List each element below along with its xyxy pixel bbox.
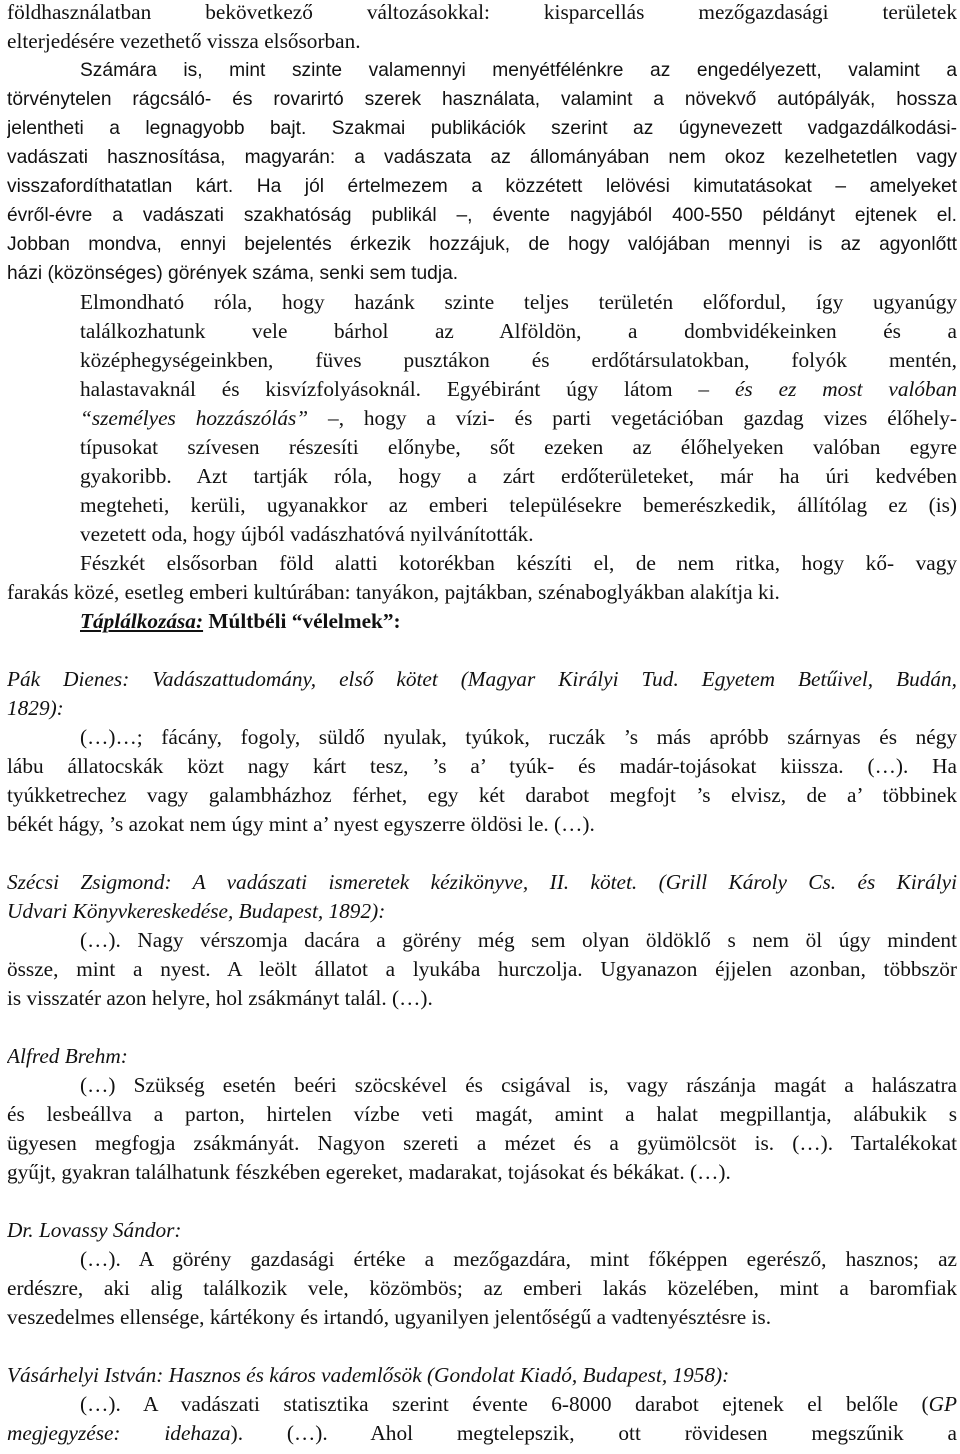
text-line: Fészkét elsősorban föld alatti kotorékban készíti el, de nem ritka, hogy kő- vagy bbox=[80, 551, 957, 575]
source-citation: Szécsi Zsigmond: A vadászati ismeretek kézikönyve, II. kötet. (Grill Károly Cs. és Királyi bbox=[7, 870, 957, 894]
quote-line bbox=[7, 1419, 957, 1448]
text-run: –, hogy a vízi- és parti vegetációban gazdag vizes élőhely- bbox=[308, 406, 957, 430]
quote-line: lábu állatocskák közt nagy kárt tesz, ’s a’ tyúk- és madár-tojásokat kiissza. (…). Ha bbox=[7, 754, 957, 778]
text-line: házi (közönséges) görények száma, senki sem tudja. bbox=[7, 263, 459, 284]
source-citation: Vásárhelyi István: Hasznos és káros vademlősök (Gondolat Kiadó, Budapest, 1958): bbox=[7, 1363, 730, 1387]
text-line bbox=[7, 172, 957, 201]
text-line: vezetett oda, hogy újból vadászhatóvá nyilvánították. bbox=[80, 522, 534, 546]
text-run: visszafordíthatatlan kárt. bbox=[7, 176, 234, 197]
quote-line: ügyesen megfogja zsákmányát. Nagyon szereti a mézet és a gyümölcsöt is. (…). Tartalékokat bbox=[7, 1131, 957, 1155]
text-run: Ha jól értelmezem a közzétett lelövési kimutatásokat – amelyeket bbox=[233, 176, 957, 197]
quote-line: össze, mint a nyest. A leölt állatot a lyukába hurczolja. Ugyanazon éjjelen azonban, többször bbox=[7, 957, 957, 981]
text-run: GP bbox=[928, 1392, 957, 1416]
quote-line: békét hágy, ’s azokat nem úgy mint a’ nyest egyszerre öldösi le. (…). bbox=[7, 812, 595, 836]
text-run: (…). A vadászati statisztika szerint évente 6-8000 darabot ejtenek el belőle ( bbox=[80, 1392, 929, 1416]
heading-label: Táplálkozása: bbox=[80, 609, 204, 633]
text-line bbox=[80, 375, 957, 404]
source-citation: Alfred Brehm: bbox=[7, 1044, 128, 1068]
quote-line: veszedelmes ellensége, kártékony és irtandó, ugyanilyen jelentőségű a vadtenyésztésre is. bbox=[7, 1305, 772, 1329]
text-run: halastavaknál és kisvízfolyásoknál. Egyébiránt úgy látom – bbox=[80, 377, 735, 401]
text-line: vadászati hasznosítása, magyarán: a vadászata az állományában nem okoz kezelhetetlen vagy bbox=[7, 147, 957, 168]
text-run: és ez most valóban bbox=[734, 377, 957, 401]
text-line: megteheti, kerüli, ugyanakkor az emberi településekre bemerészkedik, állítólag ez (is) bbox=[80, 493, 957, 517]
source-citation: Udvari Könyvkereskedése, Budapest, 1892): bbox=[7, 899, 386, 923]
text-line: törvénytelen rágcsáló- és rovarirtó szerek használata, valamint a növekvő autópályák, hossza bbox=[7, 89, 957, 110]
text-line: középhegységeinkben, füves pusztákon és erdőtársulatokban, folyók mentén, bbox=[80, 348, 957, 372]
section-heading bbox=[80, 607, 957, 636]
text-run: megjegyzése: idehaza bbox=[7, 1421, 231, 1445]
quote-line: (…) Szükség esetén beéri szöcskével és csigával is, vagy rászánja magát a halászatra bbox=[80, 1073, 957, 1097]
quote-line: (…). Nagy vérszomja dacára a görény még sem olyan öldöklő s nem öl úgy mindent bbox=[80, 928, 957, 952]
text-line: Elmondható róla, hogy hazánk szinte teljes területén előfordul, így ugyanúgy bbox=[80, 290, 957, 314]
text-line: Jobban mondva, ennyi bejelentés érkezik hozzájuk, de hogy valójában mennyi is az agyonlőtt bbox=[7, 234, 957, 255]
text-line: gyakoribb. Azt tartják róla, hogy a zárt erdőterületeket, már ha úri kedvében bbox=[80, 464, 957, 488]
text-run: jelentheti a legnagyobb bajt. bbox=[7, 118, 307, 139]
quote-line: is visszatér azon helyre, hol zsákmányt talál. (…). bbox=[7, 986, 433, 1010]
source-citation: Pák Dienes: Vadászattudomány, első kötet (Magyar Királyi Tud. Egyetem Betűivel, Budán, bbox=[7, 667, 957, 691]
text-run: “személyes hozzászólás” bbox=[80, 406, 309, 430]
text-line bbox=[80, 404, 957, 433]
quote-line bbox=[80, 1390, 957, 1419]
text-line: találkozhatunk vele bárhol az Alföldön, a dombvidékeinken és a bbox=[80, 319, 957, 343]
text-line: évről-évre a vadászati szakhatóság publikál –, évente nagyjából 400-550 példányt ejtenek el. bbox=[7, 205, 957, 226]
quote-line: tyúkketrechez vagy galambházhoz férhet, egy két darabot megfojt ’s elvisz, de a’ többinek bbox=[7, 783, 957, 807]
text-run: Szakmai publikációk szerint az úgynevezett vadgazdálkodási- bbox=[306, 118, 957, 139]
text-line bbox=[7, 114, 957, 143]
text-line: Számára is, mint szinte valamennyi menyétfélénkre az engedélyezett, valamint a bbox=[80, 60, 957, 81]
source-citation: Dr. Lovassy Sándor: bbox=[7, 1218, 182, 1242]
heading-title: Múltbéli “vélelmek”: bbox=[203, 609, 401, 633]
text-line: típusokat szívesen részesíti előnybe, sőt ezeken az élőhelyeken valóban egyre bbox=[80, 435, 957, 459]
quote-line: és lesbeállva a parton, hirtelen vízbe veti magát, amint a halat megpillantja, alábukik s bbox=[7, 1102, 957, 1126]
quote-line: erdészre, aki alig találkozik vele, közömbös; az emberi lakás közelében, mint a baromfiak bbox=[7, 1276, 957, 1300]
text-line: földhasználatban bekövetkező változásokkal: kisparcellás mezőgazdasági területek bbox=[7, 0, 957, 24]
quote-line: (…). A görény gazdasági értéke a mezőgazdára, mint főképpen egerésző, hasznos; az bbox=[80, 1247, 957, 1271]
text-line: farakás közé, esetleg emberi kultúrában: tanyákon, pajtákban, szénaboglyákban alakítja ki. bbox=[7, 580, 780, 604]
text-line: elterjedésére vezethető vissza elsősorban. bbox=[7, 29, 361, 53]
text-run: ). (…). Ahol megtelepszik, ott rövidesen megszűnik a bbox=[230, 1421, 957, 1445]
source-citation: 1829): bbox=[7, 696, 64, 720]
quote-line: gyűjt, gyakran találhatunk fészkében egereket, madarakat, tojásokat és békákat. (…). bbox=[7, 1160, 731, 1184]
quote-line: (…)…; fácány, fogoly, süldő nyulak, tyúkok, ruczák ’s más apróbb szárnyas és négy bbox=[80, 725, 957, 749]
